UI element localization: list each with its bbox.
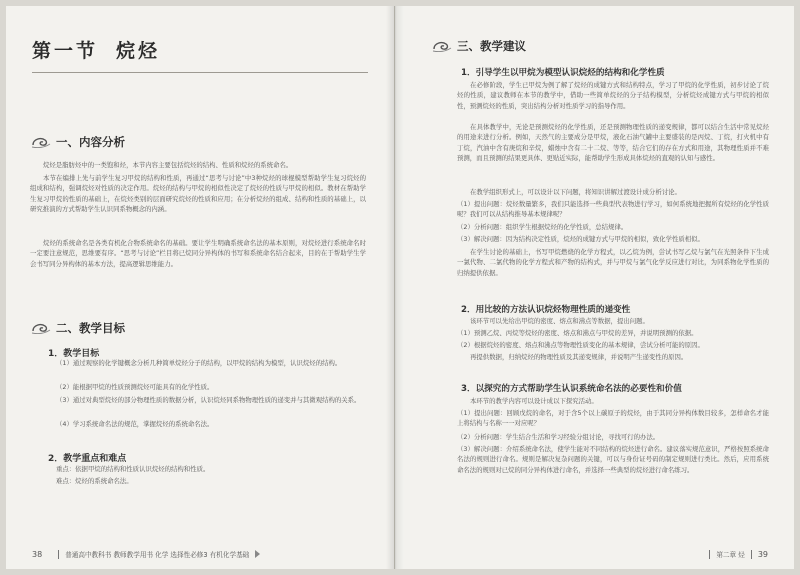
suggestion-3-item: （1）提出问题：回顾戊烷的命名，对于含5个以上碳原子的烷烃，由于其同分异构体数目较多，怎样命名才能上将结构与名称一一对应呢？ (457, 409, 769, 428)
heading-teaching-suggestions: 三、教学建议 (431, 38, 526, 54)
goal-item: （4）学习系统命名法的规范，掌握烷烃的系统命名法。 (56, 420, 214, 428)
suggestion-1-para: 在教学组织形式上，可以设计以下问题，将知识讲解过渡设计成分析讨论。 (470, 188, 681, 196)
title-rule (32, 72, 368, 73)
subheading-key-points: 2．教学重点和难点 (48, 454, 127, 464)
footer-topic: 有机化学基础 (209, 551, 250, 559)
swirl-icon (431, 38, 453, 54)
subheading-goals: 1．教学目标 (48, 349, 100, 359)
suggestion-3-item: （2）分析问题：学生结合生活和学习经验分组讨论，寻找可行的办法。 (457, 433, 660, 441)
footer-chapter: 第二章 (716, 551, 737, 559)
suggestion-1-para: 在具体教学中，无论是预测烷烃的化学性质，还是预测物理性质的递变规律，都可以结合生活中常见烷烃的用途来进行分析。例如，天然气的主要成分是甲烷，液化石油气罐中主要盛装的是丙烷、丁烷，打火机中有丁烷，汽油中含有庚烷和辛烷，蜡烛中含有二十二烷、等等，结合它们的存在方式和用途，其物理性质并不难预测，而且预测的结果更具体、更贴近实际，能帮助学生形成具体烷烃的直观的认知与感性。 (457, 123, 769, 163)
suggestion-2-tail: 再提供数据，归纳烷烃的物理性质及其递变规律，并说明产生递变性的原因。 (470, 353, 688, 361)
suggestion-1-title: 1．引导学生以甲烷为模型认识烷烃的结构和化学性质 (461, 68, 665, 78)
suggestion-1-item: （1）提出问题：烷烃数量繁多，我们只能选择一些典型代表物进行学习，如何系统地把握所有烷烃的化学性质呢？我们可以从结构推导基本规律呢？ (457, 200, 769, 219)
swirl-icon (30, 320, 52, 336)
content-para-2: 本节在编排上先与前学生复习甲烷的结构和性质，再通过“思考与讨论”中3种烷烃的球棍模型帮助学生复习烷烃的组成和结构，强调烷烃对性质的决定作用。烷烃的结构与甲烷的相似性决定了烷烃的性质与甲烷的相似。教材在帮助学生复习甲烷的性质的基础上，在烷烃类别的层面研究烷烃的性质和应用；在分析烷烃的组成、结构和性质的基础上，以研究推演的方式帮助学生认识同系物概念的内涵。 (30, 174, 366, 214)
footer-subject: 化学 (155, 551, 169, 559)
page-number: 39 (757, 549, 768, 559)
goal-item: （1）通过观察的化学键概念分析几种简单烷烃分子的结构，以甲烷的结构为模型，认识烷烃的结构。 (56, 359, 342, 367)
difficulty: 难点：烷烃的系统命名法。 (56, 477, 133, 485)
suggestion-1-para: 在学生讨论的基础上，书写甲烷燃烧的化学方程式，以乙烷为例，尝试书写乙烷与氯气在光照条件下生成一氯代物、二氯代物的化学方程式和产物的结构式，并与甲烷与氯气化学反应进行对比，为同系物化学性质的归纳提供依据。 (457, 248, 769, 277)
footer-triangle-icon (255, 550, 260, 558)
suggestion-3-intro: 本环节的教学内容可以设计成以下探究活动。 (470, 397, 598, 405)
footer-volume: 选择性必修3 (170, 551, 208, 559)
suggestion-3-item: （3）解决问题：介绍系统命名法，使学生能对不同结构的烷烃进行命名。建议落实规范意识，严格按照系统命名法的规则进行命名。规则是解决复杂问题的关键，可以与身份证号码的制定规则进行类比。然后，应用系统命名法的规则对已烷的同分异构体进行命名，并选择一些典型的烷烃进行命名练习。 (457, 445, 769, 474)
content-para-3: 烷烃的系统命名是各类有机化合物系统命名的基础。要让学生明确系统命名法的基本原则，对烷烃进行系统命名时一定要注意规范，思维要有序。“思考与讨论”栏目将已烷同分异构体的书写和系统命名结合起来，目的在于帮助学生学会书写同分异构体的基本方法，提高逻辑思维能力。 (30, 239, 366, 268)
right-page (395, 6, 794, 569)
suggestion-2-title: 2．用比较的方法认识烷烃物理性质的递变性 (461, 305, 631, 315)
left-footer (32, 549, 260, 559)
page-number: 38 (32, 549, 43, 559)
suggestion-2-item: （1）预测乙烷、丙烷等烷烃的密度、熔点和沸点与甲烷的差异，并说明预测的依据。 (457, 329, 698, 337)
book-gutter (386, 6, 404, 569)
suggestion-1-para: 在必修阶段，学生已甲烷为例了解了烷烃的成键方式和结构特点，学习了甲烷的化学性质，初步讨论了烷烃的性质，建议教师在本节的教学中，借助一些简单烷烃的分子结构模型，分析烷烃成键方式与甲烷的相似性，预测烷烃的性质，突出结构分析对性质学习的指导作用。 (457, 81, 769, 110)
footer-series: 普通高中教科书 (65, 551, 112, 559)
content-para-1: 烷烃是脂肪烃中的一类饱和烃，本节内容主要包括烷烃的结构、性质和烷烃的系统命名。 (43, 161, 293, 169)
goal-item: （3）通过对典型烷烃的部分物理性质的数据分析，认识烷烃同系物物理性质的递变并与其微观结构的关系。 (56, 396, 361, 404)
suggestion-2-item: （2）根据烷烃的密度、熔点和沸点等物理性质变化的基本规律，尝试分析可能的原因。 (457, 341, 704, 349)
suggestion-3-title: 3．以探究的方式帮助学生认识系统命名法的必要性和价值 (461, 384, 682, 394)
key-point: 重点：依据甲烷的结构和性质认识烷烃的结构和性质。 (56, 465, 210, 473)
left-page (6, 6, 395, 569)
footer-chapter-name: 烃 (738, 551, 745, 559)
suggestion-1-item: （2）分析问题：组织学生根据烷烃的化学性质，总结规律。 (457, 223, 628, 231)
right-footer (703, 549, 768, 559)
suggestion-1-item: （3）解决问题：因为结构决定性质，烷烃的成键方式与甲烷的相似，致化学性质相似。 (457, 235, 704, 243)
footer-book: 教师教学用书 (113, 551, 154, 559)
section-title: 第一节 烷烃 (32, 40, 161, 62)
heading-content-analysis: 一、内容分析 (30, 134, 125, 150)
goal-item: （2）能根据甲烷的性质预测烷烃可能具有的化学性质。 (56, 383, 214, 391)
heading-teaching-goals: 二、教学目标 (30, 320, 125, 336)
suggestion-2-intro: 该环节可以先给出甲烷的密度、熔点和沸点等数据，提出问题。 (470, 317, 649, 325)
swirl-icon (30, 134, 52, 150)
